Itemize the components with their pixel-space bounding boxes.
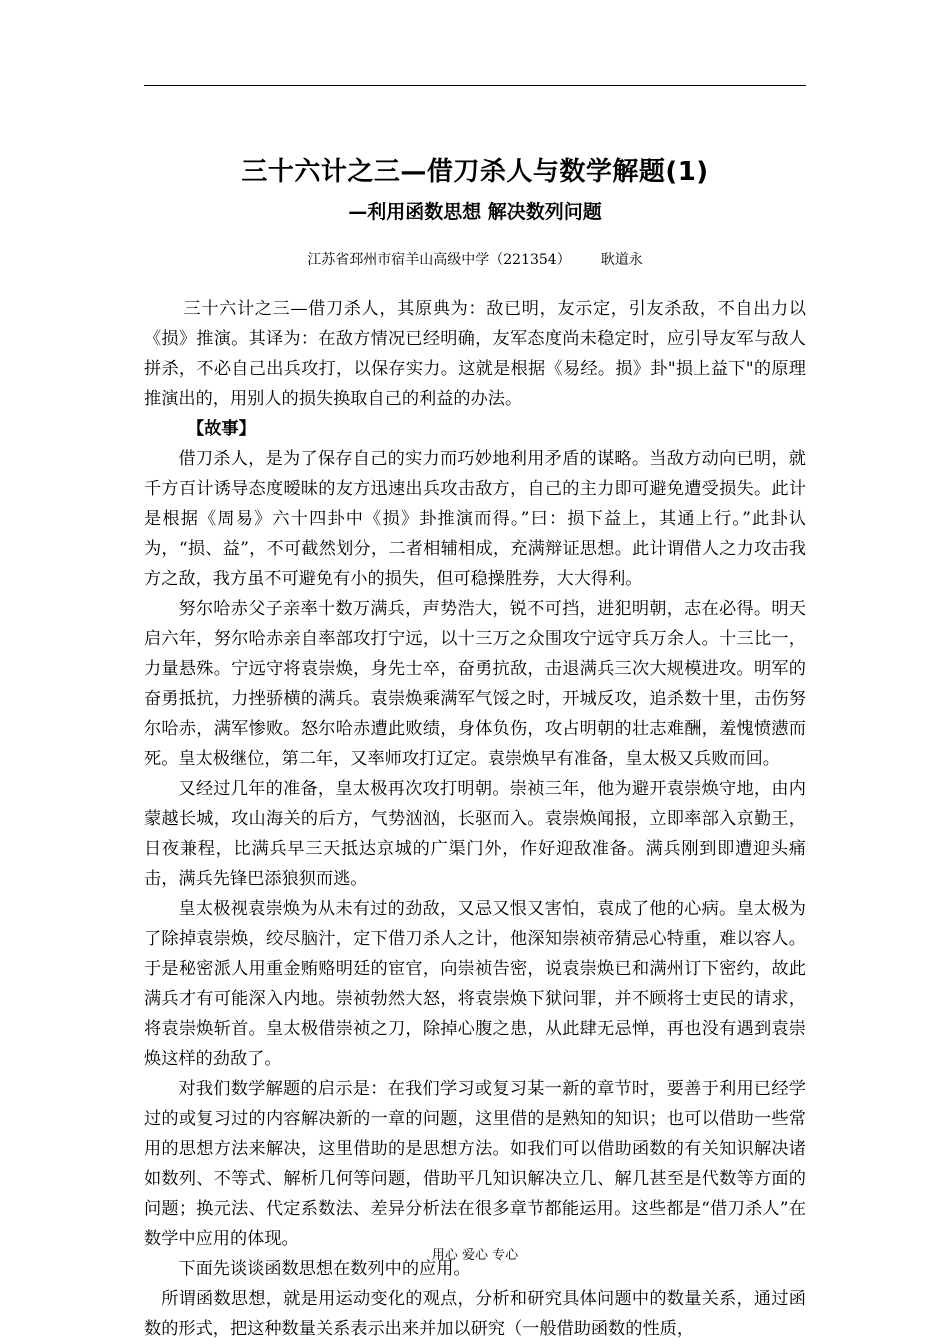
school-name: 江苏省邳州市宿羊山高级中学（221354） <box>307 252 571 268</box>
paragraph-yuan-chonghuan: 皇太极视袁崇焕为从未有过的劲敌，又忌又恨又害怕，袁成了他的心病。皇太极为了除掉袁崇焕，绞尽脑汁，定下借刀杀人之计，他深知崇祯帝猜忌心特重，难以容人。于是秘密派人用重金贿赂明廷的宦官，向崇祯告密，说袁崇焕已和满州订下密约，故此满兵才有可能深入内地。崇祯勃然大怒，将袁崇焕下狱问罪，并不顾将士吏民的请求，将袁崇焕斩首。皇太极借崇祯之刀，除掉心腹之患，从此肆无忌惮，再也没有遇到袁崇焕这样的劲敌了。 <box>144 899 806 1069</box>
paragraph-strategy: 借刀杀人，是为了保存自己的实力而巧妙地利用矛盾的谋略。当敌方动向已明，就千方百计诱导态度暧昧的友方迅速出兵攻击敌方，自己的主力即可避免遭受损失。此计是根据《周易》六十四卦中《损》卦推演而得。”曰：损下益上，其通上行。”此卦认为，“损、益”，不可截然划分，二者相辅相成，充满辩证思想。此计谓借人之力攻击我方之敌，我方虽不可避免有小的损失，但可稳操胜券，大大得利。 <box>144 449 806 589</box>
paragraph-intro: 三十六计之三—借刀杀人，其原典为：敌已明，友示定，引友杀敌，不自出力以《损》推演。其译为：在敌方情况已经明确，友军态度尚未稳定时，应引导友军与敌人拼杀，不必自己出兵攻打，以保存实力。这就是根据《易经。损》卦"损上益下"的原理推演出的，用别人的损失换取自己的利益的办法。 <box>144 299 806 409</box>
paragraph-math-insight: 对我们数学解题的启示是：在我们学习或复习某一新的章节时，要善于利用已经学过的或复习过的内容解决新的一章的问题，这里借的是熟知的知识；也可以借助一些常用的思想方法来解决，这里借助的是思想方法。如我们可以借助函数的有关知识解决诸如数列、不等式、解析几何等问题，借助平几知识解决立几、解几甚至是代数等方面的问题；换元法、代定系数法、差异分析法在很多章节都能运用。这些都是“借刀杀人”在数学中应用的体现。 <box>144 1079 806 1249</box>
page-footer: 用心 爱心 专心 <box>431 1248 519 1263</box>
document-title: 三十六计之三—借刀杀人与数学解题(1) <box>241 157 709 187</box>
paragraph-hongtaiji-attack: 又经过几年的准备，皇太极再次攻打明朝。崇祯三年，他为避开袁崇焕守地，由内蒙越长城，攻山海关的后方，气势汹汹，长驱而入。袁崇焕闻报，立即率部入京勤王，日夜兼程，比满兵早三天抵达京城的广渠门外，作好迎敌准备。满兵刚到即遭迎头痛击，满兵先锋巴添狼狈而逃。 <box>144 779 806 889</box>
paragraph-function-thinking: 所谓函数思想，就是用运动变化的观点，分析和研究具体问题中的数量关系，通过函数的形式，把这种数量关系表示出来并加以研究（一般借助函数的性质， <box>144 1289 806 1339</box>
author-name: 耿道永 <box>600 252 643 268</box>
paragraph-function-intro: 下面先谈谈函数思想在数列中的应用。 <box>178 1259 471 1279</box>
section-heading-story: 【故事】 <box>187 419 256 439</box>
document-subtitle: —利用函数思想 解决数列问题 <box>348 201 602 223</box>
paragraph-nurhaci: 努尔哈赤父子亲率十数万满兵，声势浩大，锐不可挡，进犯明朝，志在必得。明天启六年，努尔哈赤亲自率部攻打宁远，以十三万之众围攻宁远守兵万余人。十三比一，力量悬殊。宁远守将袁崇焕，身先士卒，奋勇抗敌，击退满兵三次大规模进攻。明军的奋勇抵抗，力挫骄横的满兵。袁崇焕乘满军气馁之时，开城反攻，追杀数十里，击伤努尔哈赤，满军惨败。怒尔哈赤遭此败绩，身体负伤，攻占明朝的壮志难酬，羞愧愤懑而死。皇太极继位，第二年，又率师攻打辽定。袁崇焕早有准备，皇太极又兵败而回。 <box>144 599 806 769</box>
author-line <box>0 248 950 272</box>
document-body <box>144 294 806 1344</box>
header-rule <box>144 85 806 86</box>
